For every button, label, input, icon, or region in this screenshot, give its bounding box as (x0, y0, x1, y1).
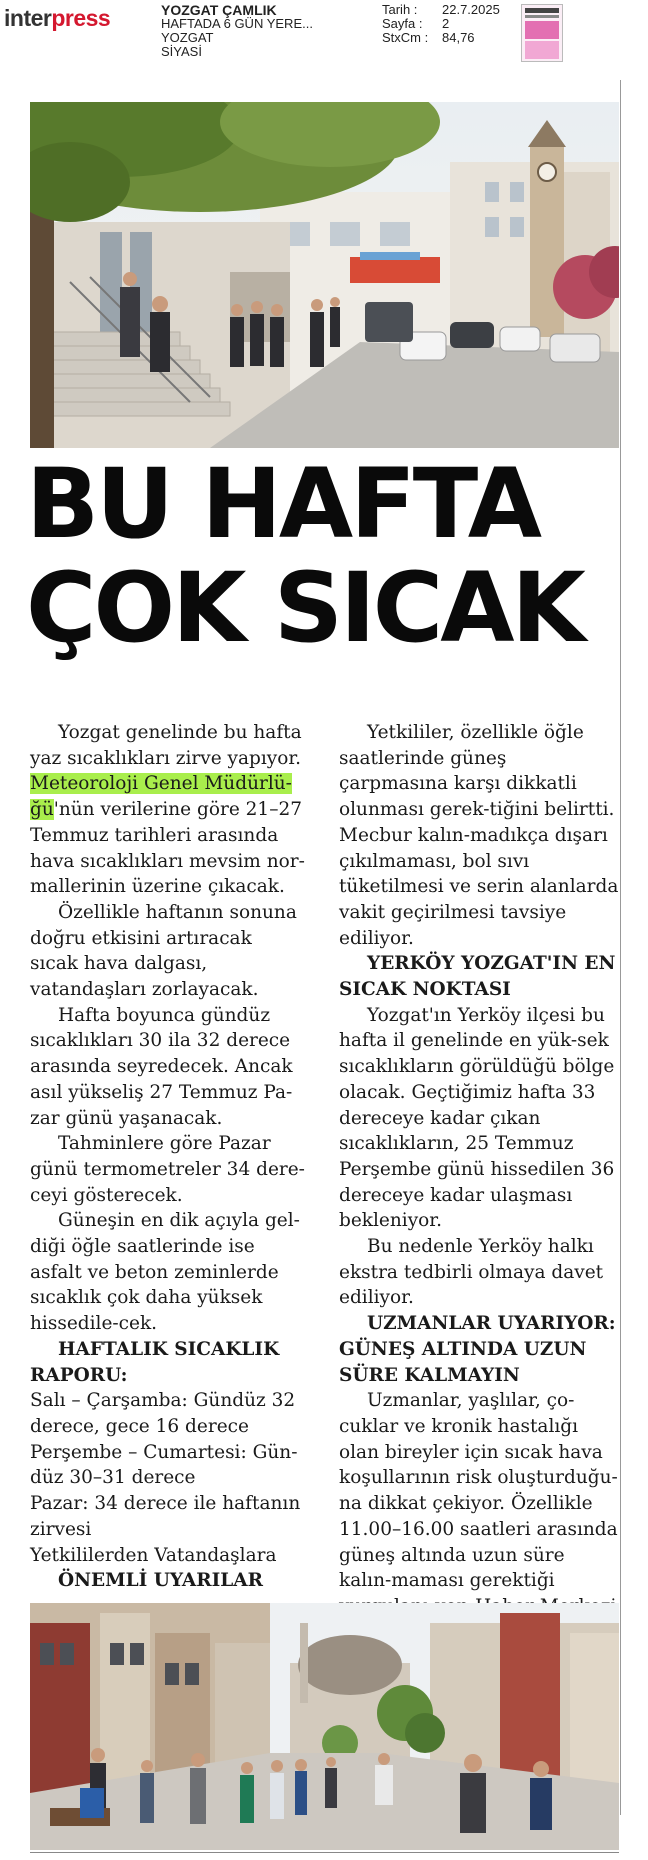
subheading-experts: UZMANLAR UYARIYOR: GÜNEŞ ALTINDA UZUN SÜRE KALMAYIN (339, 1313, 616, 1386)
paragraph-6: Yetkililer, özellikle öğle saatlerinde güneş çarpmasına karşı dikkatli olunması gerek-tiğini belirtti. Mecbur kalın-madıkça dışarı çıkılmaması, bol sıvı tüketilmesi ve serin alanlarda vakit geçirilmesi tavsiye ediliyor. (339, 722, 619, 949)
paragraph-7: Yozgat'ın Yerköy ilçesi bu hafta il genelinde en yük-sek sıcaklıkların görüldüğü bölge olacak. Geçtiğimiz hafta 33 dereceye kadar çıkan sıcaklıkların, 25 Temmuz Perşembe günü hissedilen 36 dereceye kadar ulaşması bekleniyor. (339, 1004, 615, 1232)
paragraph-1: Yozgat genelinde bu hafta yaz sıcaklıkları zirve yapıyor. Meteoroloji Genel Müdürlü-ğü'nün verilerine göre 21–27 Temmuz tarihleri arasında hava sıcaklıkları mevsim nor-mallerinin üzerine çıkacak. (30, 722, 305, 898)
report-line-2: Perşembe – Cumartesi: Gün-düz 30–31 derece (30, 1441, 298, 1489)
publication-info (161, 3, 313, 59)
report-line-1: Salı – Çarşamba: Gündüz 32 derece, gece 16 derece (30, 1390, 296, 1437)
report-line-4: Yetkililerden Vatandaşlara (30, 1544, 277, 1566)
paragraph-4: Tahminlere göre Pazar günü termometreler 34 dere-ceyi gösterecek. (30, 1133, 305, 1206)
highlighted-term: Meteoroloji Genel Müdürlü-ğü (30, 773, 292, 821)
publication-region: YOZGAT (161, 30, 214, 45)
date-value: 22.7.2025 (442, 2, 500, 17)
stxcm-value: 84,76 (442, 30, 475, 45)
subheading-yerkoy: YERKÖY YOZGAT'IN EN SICAK NOKTASI (339, 953, 616, 1001)
page-thumbnail[interactable] (521, 4, 563, 62)
headline (26, 448, 626, 664)
article-column-1 (30, 720, 305, 1594)
date-label: Tarih : (382, 2, 418, 17)
paragraph-5: Güneşin en dik açıyla gel-diği öğle saatlerinde ise asfalt ve beton zeminlerde sıcaklık çok daha yüksek hissedile-cek. (30, 1210, 300, 1335)
headline-line-1: BU HAFTA (26, 448, 540, 560)
interpress-logo: interpress (4, 5, 111, 31)
publication-name: YOZGAT ÇAMLIK (161, 2, 277, 18)
subheading-warnings: ÖNEMLİ UYARILAR (58, 1570, 263, 1592)
page-label: Sayfa : (382, 16, 423, 31)
paragraph-3: Hafta boyunca gündüz sıcaklıkları 30 ila 32 derece arasında seyredecek. Ancak asıl yükseliş 27 Temmuz Pa-zar günü yaşanacak. (30, 1004, 293, 1129)
page-value: 2 (442, 16, 450, 31)
subheading-report: HAFTALIK SICAKLIK RAPORU: (30, 1338, 280, 1386)
article-column-2 (339, 720, 619, 1620)
paragraph-2: Özellikle haftanın sonuna doğru etkisini artıracak sıcak hava dalgası, vatandaşları zorlayacak. (30, 901, 297, 1001)
paragraph-9: Uzmanlar, yaşlılar, ço-cuklar ve kronik hastalığı olan bireyler için sıcak hava koşullarının risk oluşturduğu-na dikkat çekiyor. Özellikle 11.00–16.00 saatleri arasında güneş altında uzun süre kalın-maması gerektiği (339, 1390, 618, 1592)
top-street-photo (30, 102, 619, 448)
publication-frequency: HAFTADA 6 GÜN YERE... (161, 16, 313, 31)
clipping-header (0, 0, 648, 64)
clipping-meta (382, 3, 500, 45)
stxcm-label: StxCm : (382, 30, 429, 45)
headline-line-2: ÇOK SICAK (26, 552, 583, 664)
paragraph-8: Bu nedenle Yerköy halkı ekstra tedbirli olmaya davet ediliyor. (339, 1236, 604, 1309)
publication-category: SİYASİ (161, 44, 202, 59)
page-edge-rule (620, 80, 621, 1815)
bottom-street-photo (30, 1603, 619, 1850)
report-line-3: Pazar: 34 derece ile haftanın zirvesi (30, 1493, 301, 1540)
bottom-rule (30, 1852, 619, 1853)
